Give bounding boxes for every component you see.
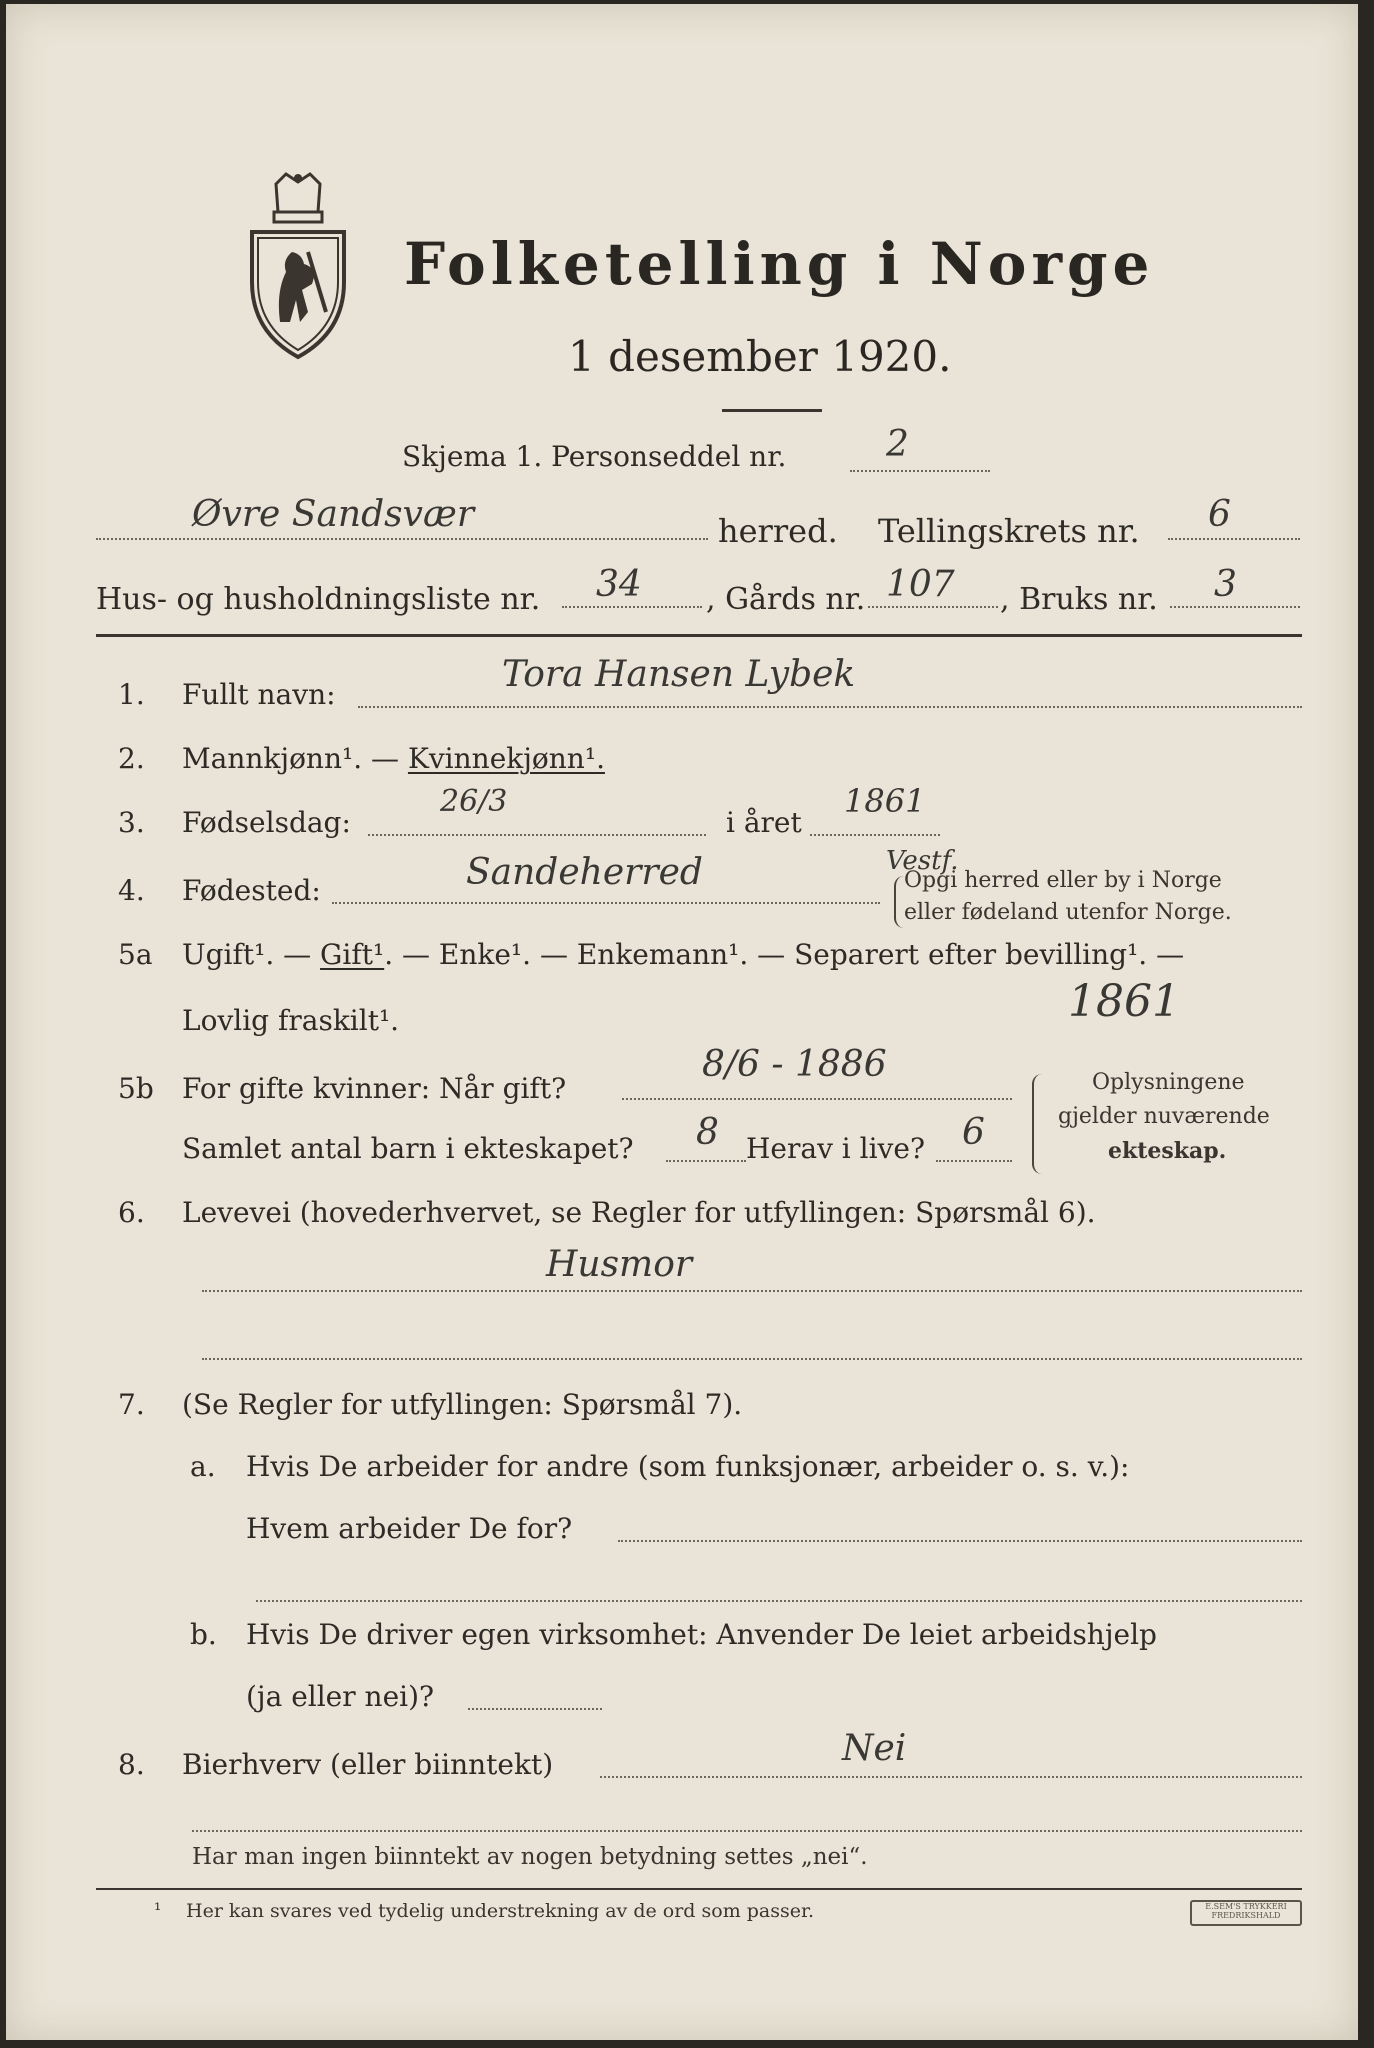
- bruks-label: , Bruks nr.: [1000, 582, 1158, 617]
- personseddel-nr-value: 2: [886, 424, 909, 465]
- q5b-children-label: Samlet antal barn i ekteskapet?: [182, 1132, 634, 1165]
- q5a-unmarried-option: Ugift¹. —: [182, 938, 321, 971]
- q4-note-line2: eller fødeland utenfor Norge.: [904, 900, 1232, 925]
- q2-female-option-underlined: Kvinnekjønn¹.: [407, 742, 605, 775]
- q4-birthplace-value: Sandeherred: [466, 852, 703, 893]
- footnote-divider: [96, 1888, 1302, 1890]
- q2-label: [182, 742, 605, 775]
- q5b-number: 5b: [118, 1072, 154, 1105]
- q5b-note-line2: gjelder nuværende: [1058, 1104, 1270, 1129]
- footnote-text: Her kan svares ved tydelig understrekning av de ord som passer.: [186, 1900, 815, 1922]
- side-income-note: Har man ingen biinntekt av nogen betydning settes „nei“.: [192, 1844, 868, 1870]
- gards-label: , Gårds nr.: [706, 582, 866, 617]
- herred-label: herred.: [718, 512, 838, 550]
- hus-value: 34: [596, 564, 642, 605]
- form-title: Folketelling i Norge: [404, 230, 1155, 298]
- q7b-letter: b.: [190, 1618, 217, 1651]
- header-divider: [96, 634, 1302, 637]
- q4-number: 4.: [118, 874, 145, 907]
- q5b-alive-label: Herav i live?: [746, 1132, 925, 1165]
- q7a-employer-label: Hvem arbeider De for?: [246, 1512, 573, 1545]
- q7a-letter: a.: [190, 1450, 216, 1483]
- gards-value: 107: [886, 564, 955, 605]
- q3-label: Fødselsdag:: [182, 806, 351, 839]
- q2-number: 2.: [118, 742, 145, 775]
- q7b-yes-no-label: (ja eller nei)?: [246, 1680, 435, 1713]
- q3-year-label: i året: [726, 806, 802, 839]
- bruks-value: 3: [1214, 564, 1237, 605]
- title-divider: [722, 409, 822, 412]
- q8-label: Bierhverv (eller biinntekt): [182, 1748, 554, 1781]
- census-form-sheet: [6, 4, 1358, 2040]
- footnote-marker: ¹: [154, 1900, 162, 1921]
- skjema-label: Skjema 1. Personseddel nr.: [402, 440, 787, 473]
- q8-number: 8.: [118, 1748, 145, 1781]
- q5b-marriage-date-value: 8/6 - 1886: [702, 1044, 887, 1085]
- q4-note-line1: Opgi herred eller by i Norge: [904, 868, 1222, 893]
- q1-label: Fullt navn:: [182, 678, 336, 711]
- norway-coat-of-arms-icon: [238, 172, 358, 362]
- q2-male-option: Mannkjønn¹. —: [182, 742, 408, 775]
- q5a-handwritten-year: 1861: [1068, 976, 1180, 1027]
- q7-number: 7.: [118, 1388, 145, 1421]
- q5a-label: [182, 938, 1184, 971]
- q3-year-value: 1861: [844, 782, 926, 820]
- q6-number: 6.: [118, 1196, 145, 1229]
- q5b-children-value: 8: [696, 1112, 719, 1153]
- q1-number: 1.: [118, 678, 145, 711]
- q5a-divorced-option: Lovlig fraskilt¹.: [182, 1004, 400, 1037]
- q5b-note-line1: Oplysningene: [1092, 1070, 1245, 1095]
- printer-stamp: E.SEM'S TRYKKERI FREDRIKSHALD: [1190, 1900, 1302, 1926]
- herred-value: Øvre Sandsvær: [192, 494, 475, 535]
- q1-fullname-value: Tora Hansen Lybek: [502, 654, 856, 695]
- hus-label: Hus- og husholdningsliste nr.: [96, 582, 541, 617]
- q5b-alive-value: 6: [962, 1112, 985, 1153]
- q4-handwritten-county: Vestf.: [886, 846, 959, 876]
- form-date: 1 desember 1920.: [568, 332, 952, 381]
- tellingskrets-value: 6: [1208, 494, 1231, 535]
- q6-occupation-value: Husmor: [546, 1244, 693, 1285]
- q7-label: (Se Regler for utfyllingen: Spørsmål 7).: [182, 1388, 743, 1421]
- q5a-other-options: . — Enke¹. — Enkemann¹. — Separert efter bevilling¹. —: [384, 938, 1185, 971]
- q3-birthday-value: 26/3: [440, 784, 508, 819]
- q7b-label: Hvis De driver egen virksomhet: Anvender De leiet arbeidshjelp: [246, 1618, 1157, 1651]
- q5b-when-married-label: For gifte kvinner: Når gift?: [182, 1072, 567, 1105]
- q5a-number: 5a: [118, 938, 153, 971]
- q8-side-income-value: Nei: [842, 1728, 907, 1769]
- q7a-label: Hvis De arbeider for andre (som funksjonær, arbeider o. s. v.):: [246, 1450, 1130, 1483]
- q5b-note-line3: ekteskap.: [1108, 1138, 1227, 1164]
- q4-label: Fødested:: [182, 874, 321, 907]
- q5a-married-option-underlined: Gift¹: [320, 938, 385, 971]
- tellingskrets-label: Tellingskrets nr.: [878, 512, 1140, 550]
- q3-number: 3.: [118, 806, 145, 839]
- q6-label: Levevei (hovederhvervet, se Regler for utfyllingen: Spørsmål 6).: [182, 1196, 1096, 1229]
